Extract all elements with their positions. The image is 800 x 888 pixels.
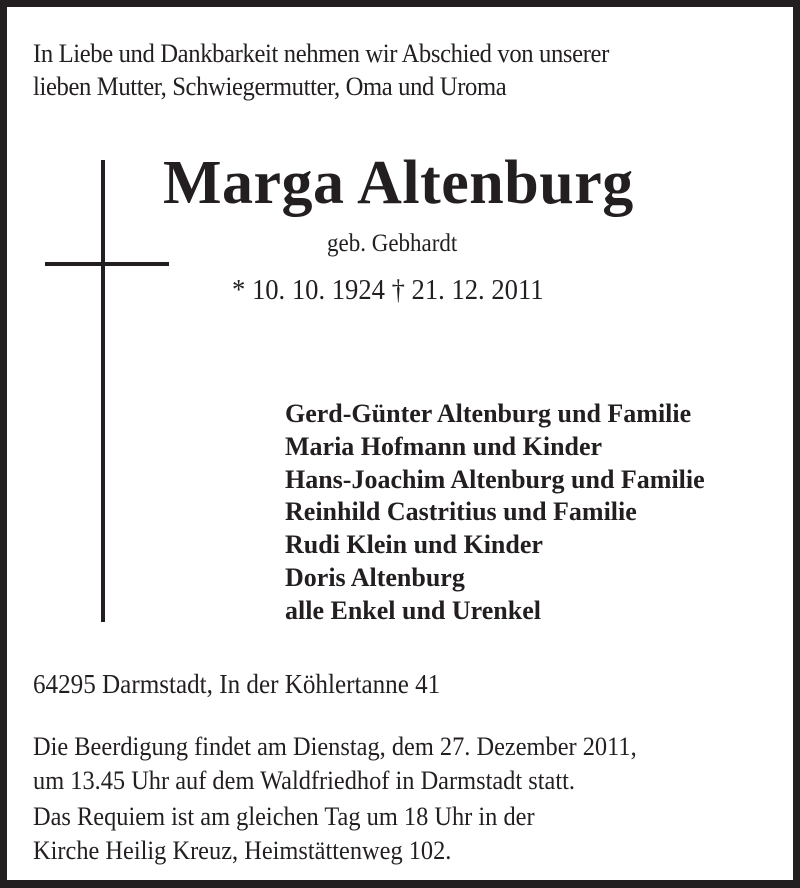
life-dates: * 10. 10. 1924 † 21. 12. 2011 xyxy=(232,275,544,306)
mourner-item: Rudi Klein und Kinder xyxy=(285,530,543,560)
funeral-line-3: Das Requiem ist am gleichen Tag um 18 Uhr in der xyxy=(33,801,535,831)
cross-vertical-bar xyxy=(101,160,105,622)
mourner-item: Reinhild Castritius und Familie xyxy=(285,497,637,527)
intro-text xyxy=(33,37,609,103)
family-address: 64295 Darmstadt, In der Köhlertanne 41 xyxy=(33,669,441,699)
funeral-details xyxy=(33,729,637,867)
mourners-list xyxy=(285,398,705,628)
maiden-name: geb. Gebhardt xyxy=(327,230,458,257)
cross-horizontal-bar xyxy=(45,262,169,266)
deceased-name: Marga Altenburg xyxy=(163,149,634,217)
funeral-line-1: Die Beerdigung findet am Dienstag, dem 27. Dezember 2011, xyxy=(33,731,637,761)
mourner-item: Maria Hofmann und Kinder xyxy=(285,431,603,461)
funeral-line-4: Kirche Heilig Kreuz, Heimstättenweg 102. xyxy=(33,835,452,865)
mourner-item: Doris Altenburg xyxy=(285,562,465,592)
mourner-item: alle Enkel und Urenkel xyxy=(285,595,541,625)
intro-line-1: In Liebe und Dankbarkeit nehmen wir Abschied von unserer xyxy=(33,38,609,68)
obituary-notice xyxy=(7,7,793,880)
mourner-item: Hans-Joachim Altenburg und Familie xyxy=(285,464,705,494)
mourner-item: Gerd-Günter Altenburg und Familie xyxy=(285,399,692,428)
funeral-line-2: um 13.45 Uhr auf dem Waldfriedhof in Darmstadt statt. xyxy=(33,765,575,795)
intro-line-2: lieben Mutter, Schwiegermutter, Oma und Uroma xyxy=(33,71,507,101)
